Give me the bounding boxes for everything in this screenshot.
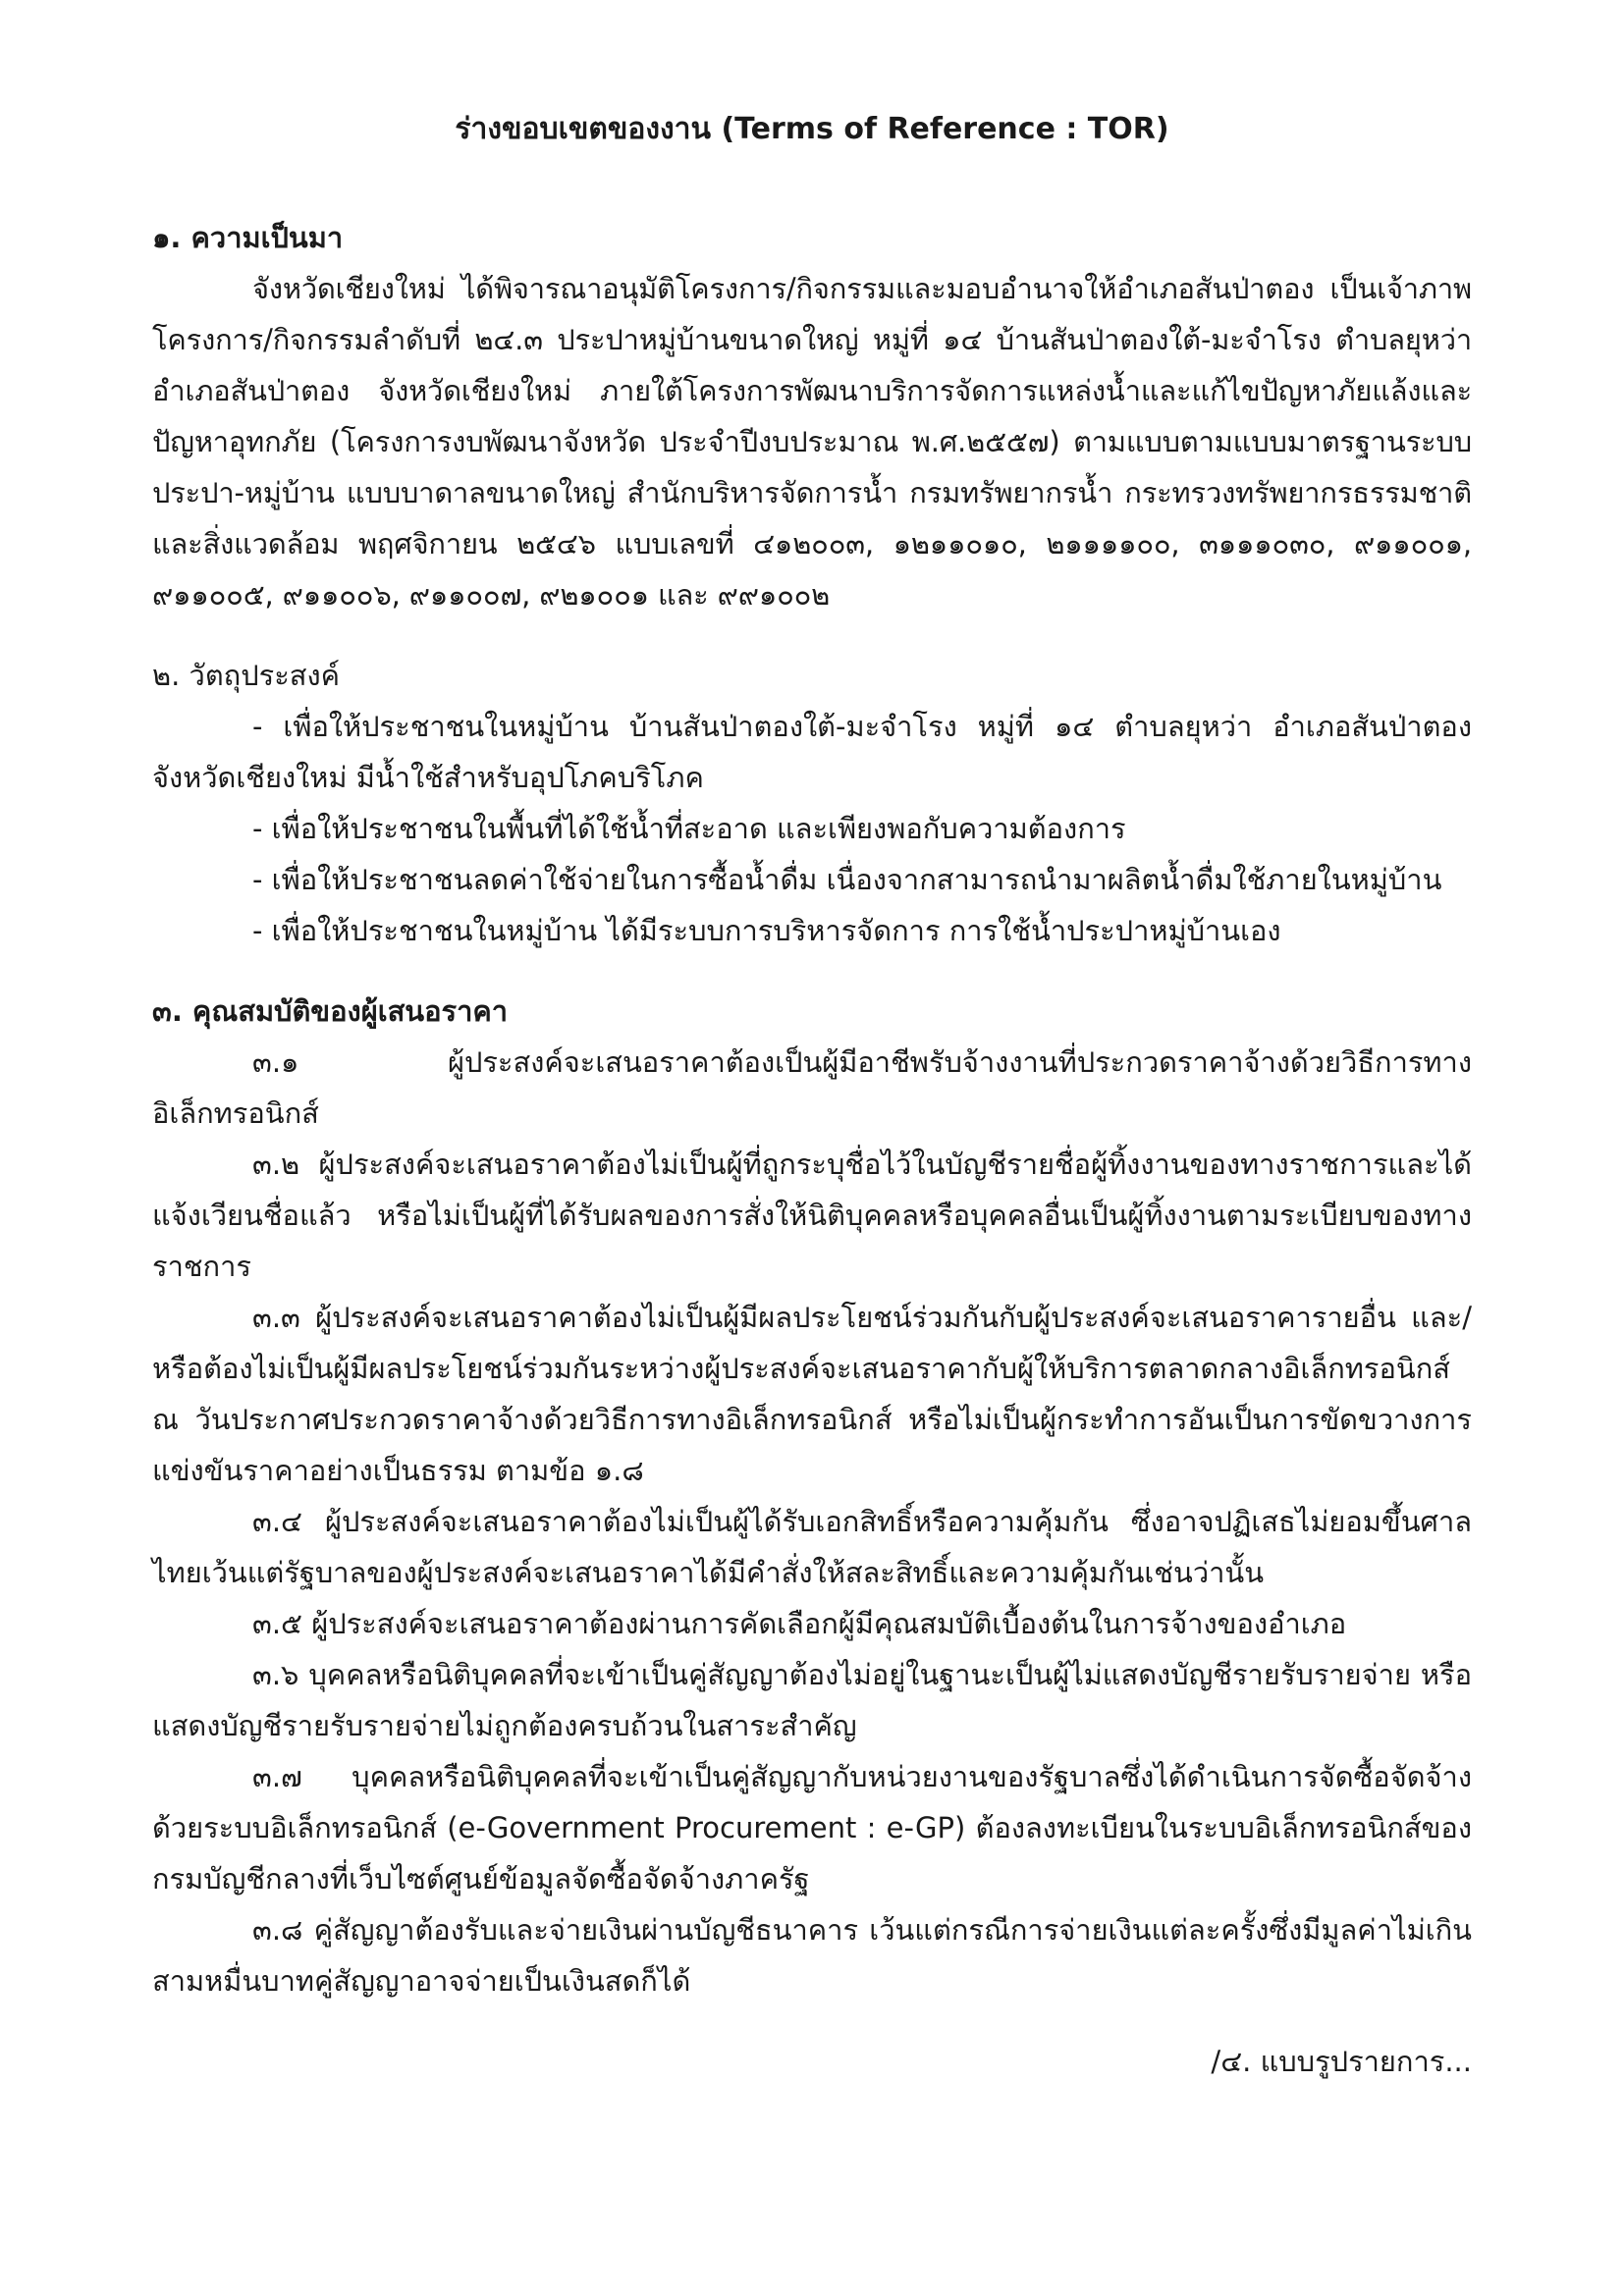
section-background [152, 212, 1472, 620]
section-heading: ๑. ความเป็นมา [152, 221, 344, 254]
qualification-item: ๓.๑ ผู้ประสงค์จะเสนอราคาต้องเป็นผู้มีอาชีพรับจ้างงานที่ประกวดราคาจ้างด้วยวิธีการทางอิเล็กทรอนิกส์ [152, 1045, 1472, 1130]
qualification-item: ๓.๗ บุคคลหรือนิติบุคคลที่จะเข้าเป็นคู่สัญญากับหน่วยงานของรัฐบาลซึ่งได้ดำเนินการจัดซื้อจัดจ้างด้วยระบบอิเล็กทรอนิกส์ (e-Government Procurement : e-GP) ต้องลงทะเบียนในระบบอิเล็กทรอนิกส์ของกรมบัญชีกลางที่เว็บไซต์ศูนย์ข้อมูลจัดซื้อจัดจ้างภาครัฐ [152, 1760, 1472, 1896]
qualification-item: ๓.๓ ผู้ประสงค์จะเสนอราคาต้องไม่เป็นผู้มีผลประโยชน์ร่วมกันกับผู้ประสงค์จะเสนอราคารายอื่น และ/หรือต้องไม่เป็นผู้มีผลประโยชน์ร่วมกันระหว่างผู้ประสงค์จะเสนอราคากับผู้ให้บริการตลาดกลางอิเล็กทรอนิกส์ ณ วันประกาศประกวดราคาจ้างด้วยวิธีการทางอิเล็กทรอนิกส์ หรือไม่เป็นผู้กระทำการอันเป็นการขัดขวางการแข่งขันราคาอย่างเป็นธรรม ตามข้อ ๑.๘ [152, 1301, 1472, 1487]
section-objectives [152, 650, 1472, 956]
section-heading: ๓. คุณสมบัติของผู้เสนอราคา [152, 994, 509, 1028]
objective-item: - เพื่อให้ประชาชนลดค่าใช้จ่ายในการซื้อน้ำดื่ม เนื่องจากสามารถนำมาผลิตน้ำดื่มใช้ภายในหมู่บ้าน [252, 863, 1442, 896]
section-heading: ๒. วัตถุประสงค์ [152, 659, 341, 692]
objective-item: - เพื่อให้ประชาชนในหมู่บ้าน ได้มีระบบการบริหารจัดการ การใช้น้ำประปาหมู่บ้านเอง [252, 914, 1281, 947]
paragraph: จังหวัดเชียงใหม่ ได้พิจารณาอนุมัติโครงการ/กิจกรรมและมอบอำนาจให้อำเภอสันป่าตอง เป็นเจ้าภาพโครงการ/กิจกรรมลำดับที่ ๒๔.๓ ประปาหมู่บ้านขนาดใหญ่ หมู่ที่ ๑๔ บ้านสันป่าตองใต้-มะจำโรง ตำบลยุหว่า อำเภอสันป่าตอง จังหวัดเชียงใหม่ ภายใต้โครงการพัฒนาบริการจัดการแหล่งน้ำและแก้ไขปัญหาภัยแล้งและปัญหาอุทกภัย (โครงการงบพัฒนาจังหวัด ประจำปีงบประมาณ พ.ศ.๒๕๕๗) ตามแบบตามแบบมาตรฐานระบบประปา-หมู่บ้าน แบบบาดาลขนาดใหญ่ สำนักบริหารจัดการน้ำ กรมทรัพยากรน้ำ กระทรวงทรัพยากรธรรมชาติและสิ่งแวดล้อม พฤศจิกายน ๒๕๔๖ แบบเลขที่ ๔๑๒๐๐๓, ๑๒๑๑๐๑๐, ๒๑๑๑๑๐๐, ๓๑๑๑๐๓๐, ๙๑๑๐๐๑, ๙๑๑๐๐๕, ๙๑๑๐๐๖, ๙๑๑๐๐๗, ๙๒๑๐๐๑ และ ๙๙๑๐๐๒ [152, 272, 1472, 612]
qualification-item: ๓.๖ บุคคลหรือนิติบุคคลที่จะเข้าเป็นคู่สัญญาต้องไม่อยู่ในฐานะเป็นผู้ไม่แสดงบัญชีรายรับรายจ่าย หรือแสดงบัญชีรายรับรายจ่ายไม่ถูกต้องครบถ้วนในสาระสำคัญ [152, 1658, 1472, 1742]
qualification-item: ๓.๕ ผู้ประสงค์จะเสนอราคาต้องผ่านการคัดเลือกผู้มีคุณสมบัติเบื้องต้นในการจ้างของอำเภอ [252, 1607, 1347, 1640]
qualification-item: ๓.๒ ผู้ประสงค์จะเสนอราคาต้องไม่เป็นผู้ที่ถูกระบุชื่อไว้ในบัญชีรายชื่อผู้ทิ้งงานของทางราชการและได้แจ้งเวียนชื่อแล้ว หรือไม่เป็นผู้ที่ได้รับผลของการสั่งให้นิติบุคคลหรือบุคคลอื่นเป็นผู้ทิ้งงานตามระเบียบของทางราชการ [152, 1148, 1472, 1283]
qualification-item: ๓.๔ ผู้ประสงค์จะเสนอราคาต้องไม่เป็นผู้ได้รับเอกสิทธิ์หรือความคุ้มกัน ซึ่งอาจปฏิเสธไม่ยอมขึ้นศาลไทยเว้นแต่รัฐบาลของผู้ประสงค์จะเสนอราคาได้มีคำสั่งให้สละสิทธิ์และความคุ้มกันเช่นว่านั้น [152, 1505, 1472, 1589]
document-title: ร่างขอบเขตของงาน (Terms of Reference : TOR) [455, 112, 1169, 146]
qualification-item: ๓.๘ คู่สัญญาต้องรับและจ่ายเงินผ่านบัญชีธนาคาร เว้นแต่กรณีการจ่ายเงินแต่ละครั้งซึ่งมีมูลค่าไม่เกินสามหมื่นบาทคู่สัญญาอาจจ่ายเป็นเงินสดก็ได้ [152, 1913, 1472, 1998]
objective-item: - เพื่อให้ประชาชนในพื้นที่ได้ใช้น้ำที่สะอาด และเพียงพอกับความต้องการ [252, 812, 1126, 845]
section-bidder-qualifications [152, 986, 1472, 2006]
objective-item: - เพื่อให้ประชาชนในหมู่บ้าน บ้านสันป่าตองใต้-มะจำโรง หมู่ที่ ๑๔ ตำบลยุหว่า อำเภอสันป่าตอง จังหวัดเชียงใหม่ มีน้ำใช้สำหรับอุปโภคบริโภค [152, 710, 1472, 794]
continuation-note: /๔. แบบรูปรายการ... [1211, 2045, 1472, 2078]
